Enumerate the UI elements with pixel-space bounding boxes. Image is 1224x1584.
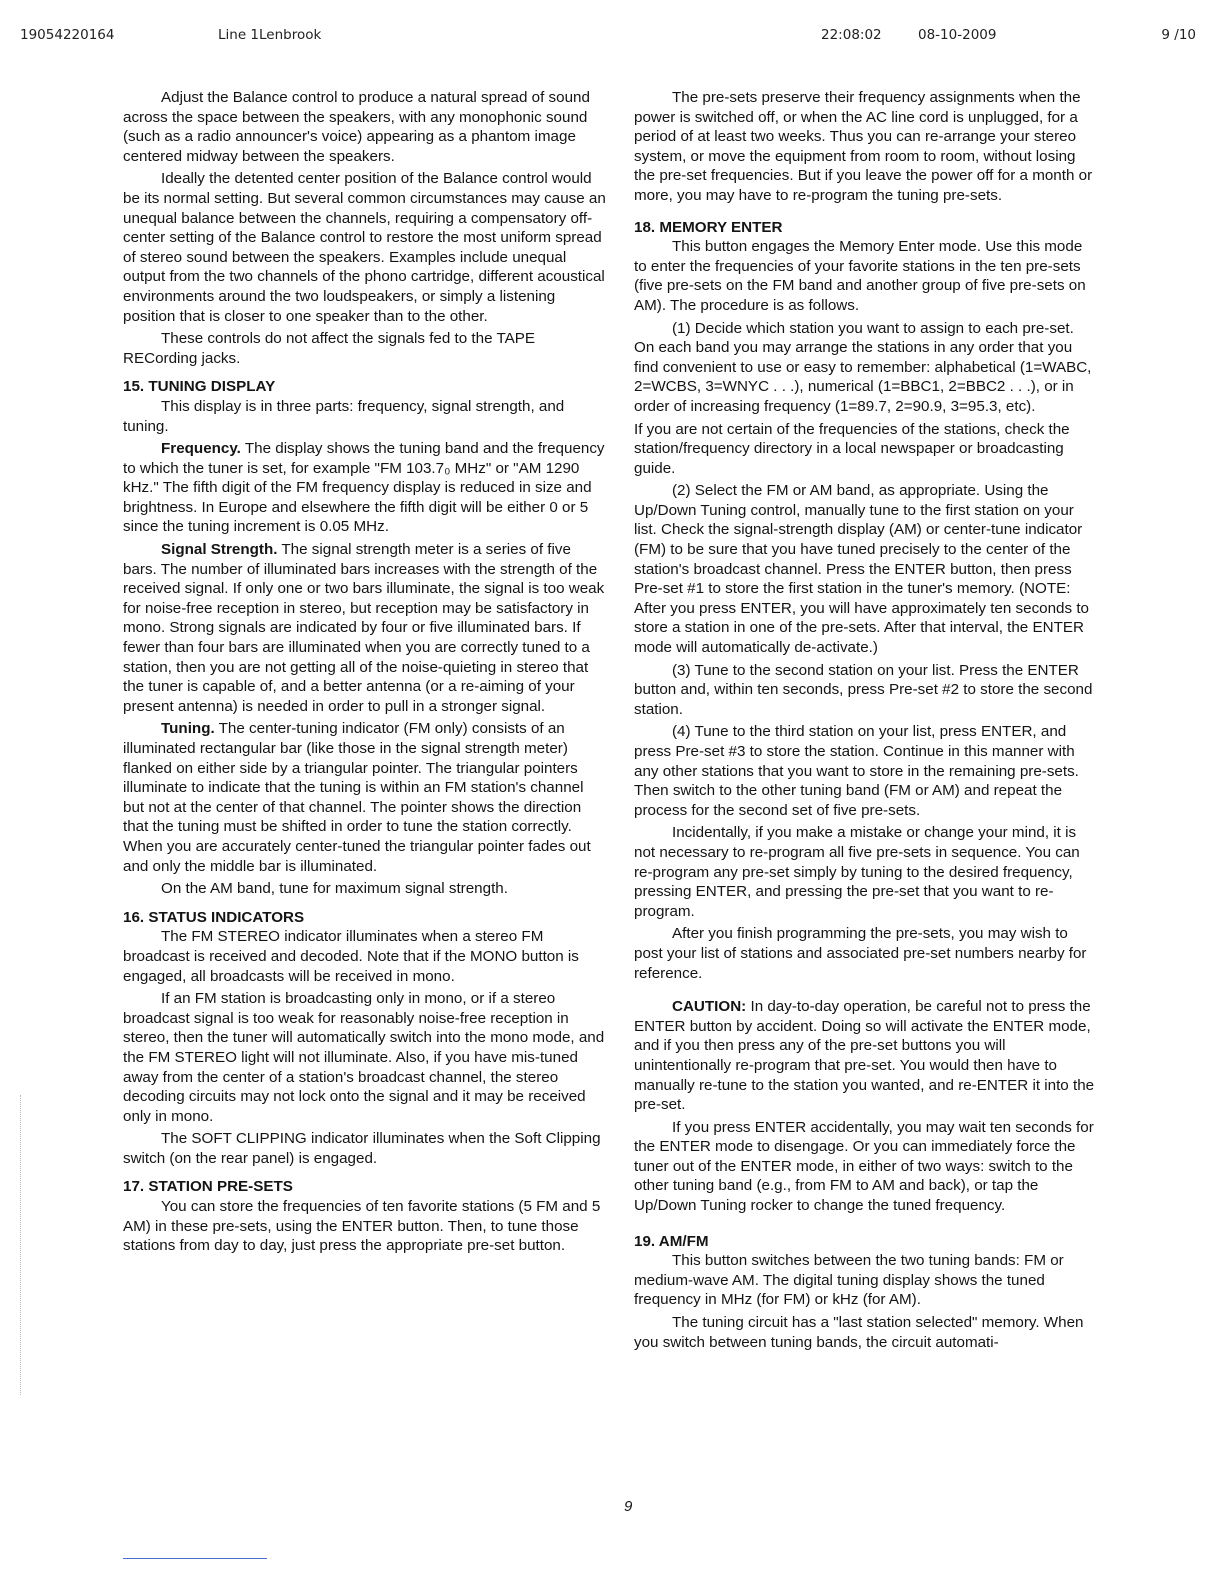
presets-paragraph-2: The pre-sets preserve their frequency assignments when the power is switched off, or when the AC line cord is unplugged, for a period of at least two weeks. Thus you can re-arrange your stereo system, or move the equipment from room to room, without losing the pre-set frequencies. But if you leave the power off for a month or more, you may have to re-program the tuning pre-sets. — [634, 89, 1093, 204]
right-column — [634, 88, 1096, 1355]
fax-time: 22:08:02 — [821, 27, 882, 43]
balance-paragraph-3: These controls do not affect the signals fed to the TAPE RECording jacks. — [123, 330, 536, 367]
step-1: (1) Decide which station you want to assign to each pre-set. On each band you may arrange the stations in any order that you find convenient to use or easy to remember: alphabetical (1=WABC, 2=WCBS, 3=WNYC . . .), numerical (1=BBC1, 2=BBC2 . . .), or in order of increasing frequency (1=89.7, 2=90.9, 3=95.3, etc). — [634, 319, 1092, 415]
status-paragraph-2: If an FM station is broadcasting only in mono, or if a stereo broadcast signal is too weak for reasonably noise-free reception in stereo, then the tuner will automatically switch into the mono mode, and the FM STEREO light will not illuminate. Also, if you have mis-tuned away from the center of a station's broadcast channel, the stereo decoding circuits may not lock onto the signal and it may be received only in mono. — [123, 990, 605, 1125]
step-3: (3) Tune to the second station on your list. Press the ENTER button and, within ten seconds, press Pre-set #2 to store the second station. — [634, 661, 1093, 718]
caution-paragraph — [634, 997, 1096, 1115]
section-18-heading: 18. MEMORY ENTER — [634, 218, 783, 236]
status-paragraph-1: The FM STEREO indicator illuminates when a stereo FM broadcast is received and decoded. Note that if the MONO button is engaged, all broadcasts will be received in mono. — [123, 928, 579, 985]
status-paragraph-3: The SOFT CLIPPING indicator illuminates when the Soft Clipping switch (on the rear panel) is engaged. — [123, 1130, 601, 1167]
scan-margin-marks — [20, 1095, 23, 1395]
after-paragraph: After you finish programming the pre-sets, you may wish to post your list of stations and associated pre-set numbers nearby for reference. — [634, 925, 1087, 982]
memory-enter-intro: This button engages the Memory Enter mode. Use this mode to enter the frequencies of your favorite stations in the ten pre-sets (five pre-sets on the FM band and another group of five pre-sets on AM). The procedure is as follows. — [634, 238, 1086, 314]
step-4: (4) Tune to the third station on your list, press ENTER, and press Pre-set #3 to store the station. Continue in this manner with any other stations that you want to store in the remaining pre-sets. Then switch to the other tuning band (FM or AM) and repeat the process for the second set of five pre-sets. — [634, 723, 1079, 819]
signal-strength-subheading: Signal Strength. — [161, 541, 278, 559]
balance-paragraph-1: Adjust the Balance control to produce a natural spread of sound across the space between the speakers, with any monophonic sound (such as a radio announcer's voice) appearing as a phantom image centered midway between the speakers. — [123, 89, 590, 165]
am-band-note: On the AM band, tune for maximum signal strength. — [161, 880, 508, 898]
am-fm-paragraph-2: The tuning circuit has a "last station selected" memory. When you switch between tuning bands, the circuit automati- — [634, 1314, 1084, 1351]
tuning-body: The center-tuning indicator (FM only) consists of an illuminated rectangular bar (like those in the signal strength meter) flanked on either side by a triangular pointer. The triangular pointers illuminate to indicate that the tuning is within an FM station's channel but not at the center of that channel. The pointer shows the direction that the tuning must be shifted in order to tune the station correctly. When you are accurately center-tuned the triangular pointer fades out and only the middle bar is illuminated. — [123, 720, 591, 875]
caution-label: CAUTION: — [672, 998, 747, 1016]
fax-sender-name: Line 1Lenbrook — [218, 27, 322, 43]
section-19-heading: 19. AM/FM — [634, 1232, 709, 1250]
fax-sender-number: 19054220164 — [20, 27, 115, 43]
left-column — [123, 88, 607, 1259]
tuning-display-intro: This display is in three parts: frequency, signal strength, and tuning. — [123, 397, 565, 435]
section-16-heading: 16. STATUS INDICATORS — [123, 908, 305, 926]
frequency-body: The display shows the tuning band and the frequency to which the tuner is set, for example "FM 103.7₀ MHz" or "AM 1290 kHz." The fifth digit of the FM frequency display is reduced in size and brightness. In Europe and elsewhere the fifth digit will be either 0 or 5 since the tuning increment is 0.05 MHz. — [123, 440, 605, 536]
footnote-rule — [123, 1558, 267, 1559]
frequency-subheading: Frequency. — [161, 440, 241, 458]
tuning-paragraph — [123, 719, 607, 876]
section-15-heading: 15. TUNING DISPLAY — [123, 378, 276, 396]
signal-strength-paragraph — [123, 540, 607, 716]
fax-date: 08-10-2009 — [918, 27, 997, 43]
am-fm-paragraph-1: This button switches between the two tuning bands: FM or medium-wave AM. The digital tuning display shows the tuned frequency in MHz (for FM) or kHz (for AM). — [634, 1252, 1064, 1309]
frequency-paragraph — [123, 439, 607, 537]
presets-paragraph-1: You can store the frequencies of ten favorite stations (5 FM and 5 AM) in these pre-sets, using the ENTER button. Then, to tune those stations from day to day, just press the appropriate pre-set button. — [123, 1198, 601, 1255]
accidental-enter-paragraph: If you press ENTER accidentally, you may wait ten seconds for the ENTER mode to disengage. Or you can immediately force the tuner out of the ENTER mode, in either of two ways: switch to the other tuning band (e.g., from FM to AM and back), or tap the Up/Down Tuning rocker to change the tuned frequency. — [634, 1118, 1094, 1215]
incidentally-paragraph: Incidentally, if you make a mistake or change your mind, it is not necessary to re-program all five pre-sets in sequence. You can re-program any pre-set simply by tuning to the desired frequency, pressing ENTER, and pressing the pre-set that you want to re-program. — [634, 824, 1080, 920]
step-2: (2) Select the FM or AM band, as appropriate. Using the Up/Down Tuning control, manually tune to the first station on your list. Check the signal-strength display (AM) or center-tune indicator (FM) to be sure that you have tuned precisely to the center of the station's broadcast channel. Press the ENTER button, then press Pre-set #1 to store the first station in the tuner's memory. (NOTE: After you press ENTER, you will have approximately ten seconds to store a station in one of the pre-sets. After that interval, the ENTER mode will automatically de-activate.) — [634, 482, 1089, 657]
tuning-subheading: Tuning. — [161, 720, 215, 738]
caution-body: In day-to-day operation, be careful not to press the ENTER button by accident. Doing so will activate the ENTER mode, and if you then press any of the pre-set buttons you will unintentionally re-program that pre-set. You would then have to manually re-tune to the station you wanted, and re-ENTER it into the pre-set. — [634, 998, 1095, 1114]
fax-page-count: 9 /10 — [1161, 27, 1196, 43]
fax-header — [20, 27, 1196, 47]
step-1-continued: If you are not certain of the frequencies of the stations, check the station/frequency directory in a local newspaper or broadcasting guide. — [634, 420, 1070, 477]
balance-paragraph-2: Ideally the detented center position of the Balance control would be its normal setting. But several common circumstances may cause an unequal balance between the channels, requiring a compensatory off-center setting of the Balance control to restore the most uniform spread of stereo sound between the speakers. Examples include unequal output from the two channels of the phono cartridge, different acoustical environments around the two loudspeakers, or simply a listening position that is closer to one speaker than to the other. — [123, 170, 606, 325]
section-17-heading: 17. STATION PRE-SETS — [123, 1178, 293, 1196]
signal-strength-body: The signal strength meter is a series of five bars. The number of illuminated bars increases with the strength of the received signal. If only one or two bars illuminate, the signal is too weak for noise-free reception in stereo, but reception may be satisfactory in mono. Strong signals are indicated by four or five illuminated bars. If fewer than four bars are illuminated when you are correctly tuned to a station, then you are not getting all of the noise-quieting in stereo that the tuner is capable of, and a better antenna (or a re-aiming of your present antenna) is needed in order to pull in a stronger signal. — [123, 541, 605, 715]
page-number: 9 — [624, 1498, 633, 1515]
